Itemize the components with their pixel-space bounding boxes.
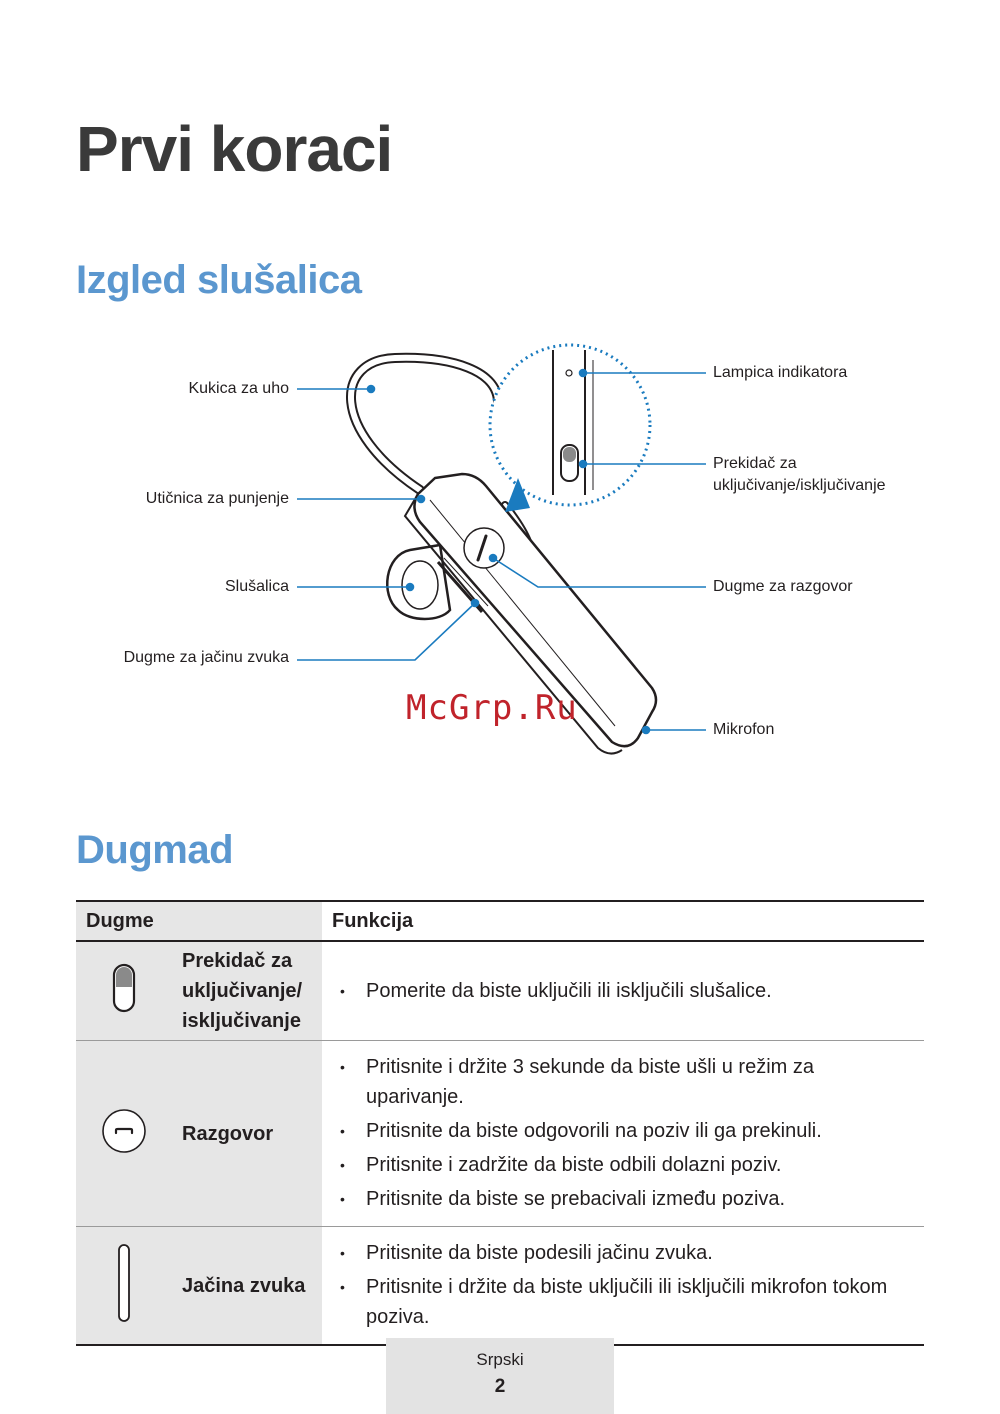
ear-hook-shape	[351, 358, 498, 490]
label-microphone: Mikrofon	[713, 721, 775, 738]
function-item: • Pritisnite i zadržite da biste odbili dolazni poziv.	[340, 1150, 916, 1180]
buttons-table	[76, 900, 924, 1346]
watermark: McGrp.Ru	[406, 688, 578, 728]
function-item: • Pritisnite i držite da biste uključili ili isključili mikrofon tokom poziva.	[340, 1272, 916, 1332]
function-item: • Pritisnite da biste odgovorili na poziv ili ga prekinuli.	[340, 1116, 916, 1146]
volume-button-icon	[117, 1243, 131, 1323]
function-item: • Pritisnite da biste podesili jačinu zvuka.	[340, 1238, 916, 1268]
label-earpiece: Slušalica	[224, 578, 289, 595]
label-power-switch: Prekidač za uključivanje/isključivanje	[713, 455, 886, 494]
label-volume-button: Dugme za jačinu zvuka	[123, 649, 289, 666]
label-charging-socket: Utičnica za punjenje	[145, 490, 289, 507]
footer-language: Srpski	[476, 1350, 524, 1369]
function-item: • Pritisnite da biste se prebacivali između poziva.	[340, 1184, 916, 1214]
function-item: • Pomerite da biste uključili ili isključili slušalice.	[340, 976, 916, 1006]
column-header-function: Funkcija	[322, 901, 924, 941]
page-footer	[386, 1338, 614, 1414]
label-talk-button: Dugme za razgovor	[713, 578, 853, 595]
earpiece-shape	[387, 545, 450, 619]
button-name: Jačina zvuka	[172, 1227, 322, 1346]
table-row	[76, 1227, 924, 1346]
function-item: • Pritisnite i držite 3 sekunde da biste ušli u režim za uparivanje.	[340, 1052, 916, 1112]
section-heading-buttons: Dugmad	[76, 828, 233, 872]
section-heading-layout: Izgled slušalica	[76, 258, 362, 302]
button-name: Razgovor	[172, 1041, 322, 1227]
page-number: 2	[494, 1376, 506, 1397]
table-row	[76, 941, 924, 1041]
label-ear-hook: Kukica za uho	[188, 380, 289, 397]
power-switch-icon	[112, 963, 136, 1013]
label-indicator-light: Lampica indikatora	[713, 364, 848, 381]
page-title: Prvi koraci	[76, 113, 393, 185]
table-row	[76, 1041, 924, 1227]
talk-button-icon	[101, 1108, 147, 1154]
column-header-button: Dugme	[76, 901, 322, 941]
button-name: Prekidač za uključivanje/ isključivanje	[172, 941, 322, 1041]
